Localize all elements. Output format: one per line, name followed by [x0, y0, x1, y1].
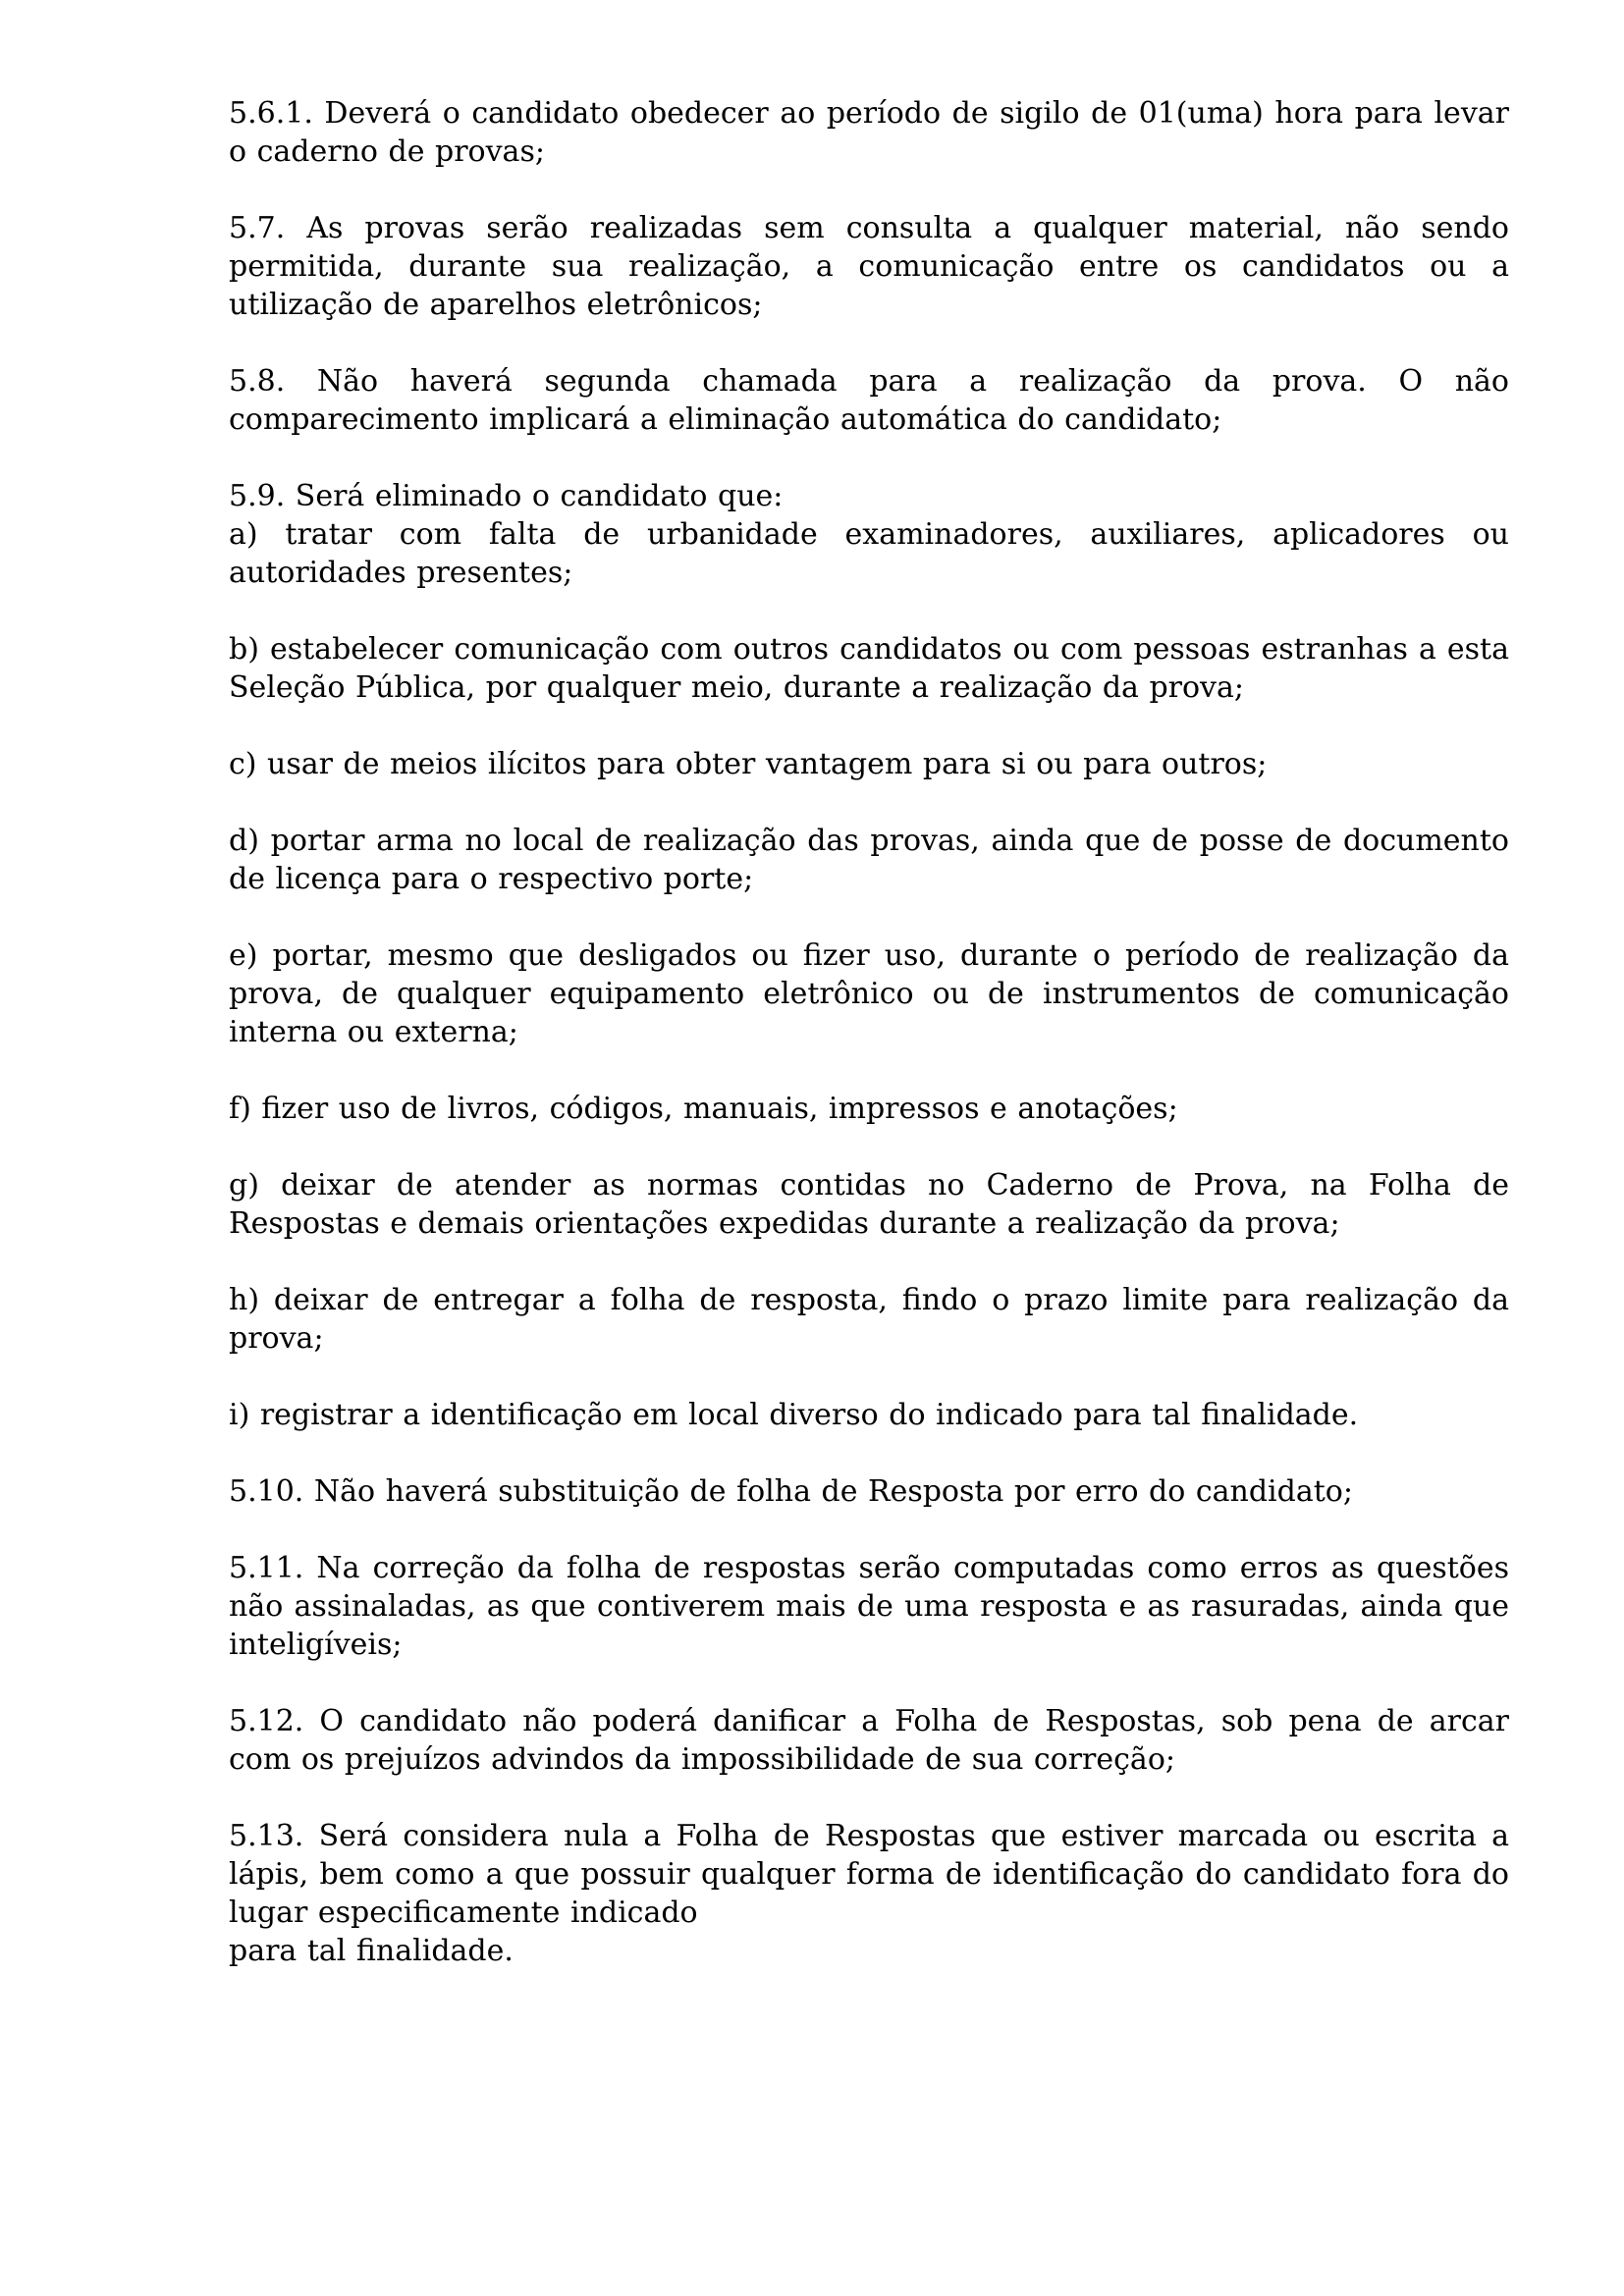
paragraph-5-9-b: b) estabelecer comunicação com outros candidatos ou com pessoas estranhas a esta Seleção Pública, por qualquer meio, durante a realização da prova; — [229, 632, 1509, 705]
paragraph-5-9-h: h) deixar de entregar a folha de resposta, findo o prazo limite para realização da prova; — [229, 1283, 1509, 1356]
paragraph-5-7: 5.7. As provas serão realizadas sem consulta a qualquer material, não sendo permitida, durante sua realização, a comunicação entre os candidatos ou a utilização de aparelhos eletrônicos; — [229, 211, 1509, 322]
paragraph-5-9-a: a) tratar com falta de urbanidade examinadores, auxiliares, aplicadores ou autoridades presentes; — [229, 517, 1509, 590]
paragraph-5-9: 5.9. Será eliminado o candidato que: — [229, 479, 784, 513]
paragraph-5-9-c: c) usar de meios ilícitos para obter vantagem para si ou para outros; — [229, 747, 1268, 781]
paragraph-5-9-i: i) registrar a identificação em local diverso do indicado para tal finalidade. — [229, 1398, 1359, 1432]
paragraph-5-9-e: e) portar, mesmo que desligados ou fizer uso, durante o período de realização da prova, de qualquer equipamento eletrônico ou de instrumentos de comunicação interna ou externa; — [229, 938, 1509, 1049]
paragraph-5-13: 5.13. Será considera nula a Folha de Respostas que estiver marcada ou escrita a lápis, bem como a que possuir qualquer forma de identificação do candidato fora do lugar especificamente indicado — [229, 1819, 1509, 1930]
paragraph-5-11: 5.11. Na correção da folha de respostas serão computadas como erros as questões não assinaladas, as que contiverem mais de uma resposta e as rasuradas, ainda que inteligíveis; — [229, 1551, 1509, 1662]
paragraph-5-9-d: d) portar arma no local de realização das provas, ainda que de posse de documento de licença para o respectivo porte; — [229, 824, 1509, 896]
paragraph-5-13-continuation: para tal finalidade. — [229, 1934, 514, 1968]
paragraph-5-9-g: g) deixar de atender as normas contidas no Caderno de Prova, na Folha de Respostas e demais orientações expedidas durante a realização da prova; — [229, 1168, 1509, 1241]
paragraph-5-6-1: 5.6.1. Deverá o candidato obedecer ao período de sigilo de 01(uma) hora para levar o caderno de provas; — [229, 96, 1509, 169]
paragraph-5-12: 5.12. O candidato não poderá danificar a Folha de Respostas, sob pena de arcar com os prejuízos advindos da impossibilidade de sua correção; — [229, 1704, 1509, 1777]
paragraph-5-8: 5.8. Não haverá segunda chamada para a realização da prova. O não comparecimento implicará a eliminação automática do candidato; — [229, 364, 1509, 437]
paragraph-5-9-f: f) fizer uso de livros, códigos, manuais, impressos e anotações; — [229, 1092, 1178, 1126]
paragraph-5-10: 5.10. Não haverá substituição de folha de Resposta por erro do candidato; — [229, 1474, 1353, 1509]
